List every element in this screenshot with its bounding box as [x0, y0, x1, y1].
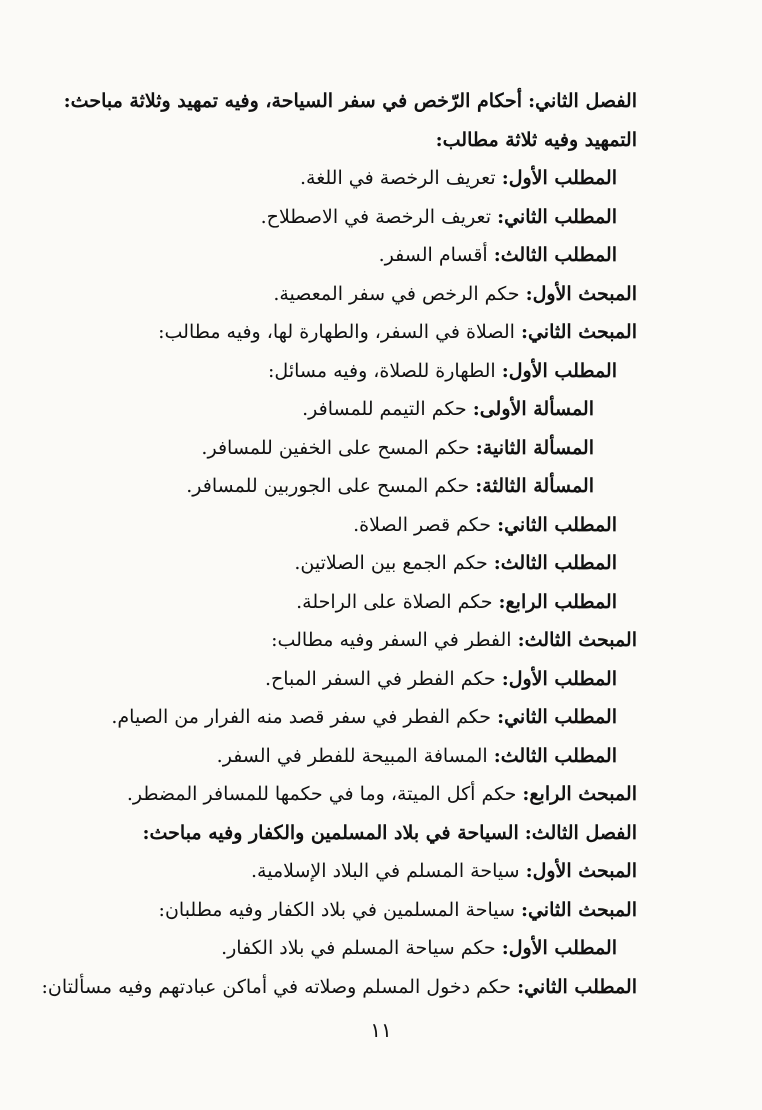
toc-line: الفصل الثالث: السياحة في بلاد المسلمين والكفار وفيه مباحث: — [142, 821, 637, 844]
toc-line: المبحث الأول: سياحة المسلم في البلاد الإسلامية. — [251, 860, 637, 882]
toc-line: المبحث الرابع: حكم أكل الميتة، وما في حكمها للمسافر المضطر. — [126, 783, 637, 805]
toc-line: المطلب الأول: حكم سياحة المسلم في بلاد الكفار. — [221, 937, 617, 959]
toc-line: المطلب الأول: الطهارة للصلاة، وفيه مسائل: — [268, 359, 617, 382]
toc-line: المبحث الثالث: الفطر في السفر وفيه مطالب: — [271, 629, 637, 651]
toc-line: الفصل الثاني: أحكام الرّخص في سفر السياحة، وفيه تمهيد وثلاثة مباحث: — [63, 90, 637, 112]
toc-line: المطلب الثاني: حكم قصر الصلاة. — [353, 513, 617, 536]
toc-line: المطلب الثالث: أقسام السفر. — [378, 244, 617, 266]
page-number: ١١ — [370, 1018, 392, 1042]
toc-line: المطلب الثاني: حكم الفطر في سفر قصد منه الفرار من الصيام. — [111, 706, 617, 728]
toc-line: المطلب الثاني: تعريف الرخصة في الاصطلاح. — [260, 205, 617, 228]
table-of-contents — [0, 82, 762, 1006]
toc-line: التمهيد وفيه ثلاثة مطالب: — [435, 128, 637, 151]
toc-line: المسألة الثانية: حكم المسح على الخفين للمسافر. — [201, 436, 594, 459]
toc-line: المسألة الأولى: حكم التيمم للمسافر. — [302, 398, 594, 420]
toc-line: المطلب الثاني: حكم دخول المسلم وصلاته في أماكن عبادتهم وفيه مسألتان: — [41, 975, 637, 998]
toc-line: المطلب الثالث: المسافة المبيحة للفطر في السفر. — [216, 744, 617, 767]
toc-line: المطلب الثالث: حكم الجمع بين الصلاتين. — [294, 552, 617, 574]
toc-line: المطلب الأول: تعريف الرخصة في اللغة. — [300, 167, 617, 189]
toc-line: المطلب الرابع: حكم الصلاة على الراحلة. — [296, 590, 617, 613]
toc-line: المبحث الثاني: الصلاة في السفر، والطهارة لها، وفيه مطالب: — [158, 321, 637, 343]
toc-line: المبحث الأول: حكم الرخص في سفر المعصية. — [273, 282, 637, 305]
toc-line: المبحث الثاني: سياحة المسلمين في بلاد الكفار وفيه مطلبان: — [158, 898, 637, 921]
toc-line: المسألة الثالثة: حكم المسح على الجوربين للمسافر. — [186, 475, 594, 497]
toc-line: المطلب الأول: حكم الفطر في السفر المباح. — [264, 667, 617, 690]
